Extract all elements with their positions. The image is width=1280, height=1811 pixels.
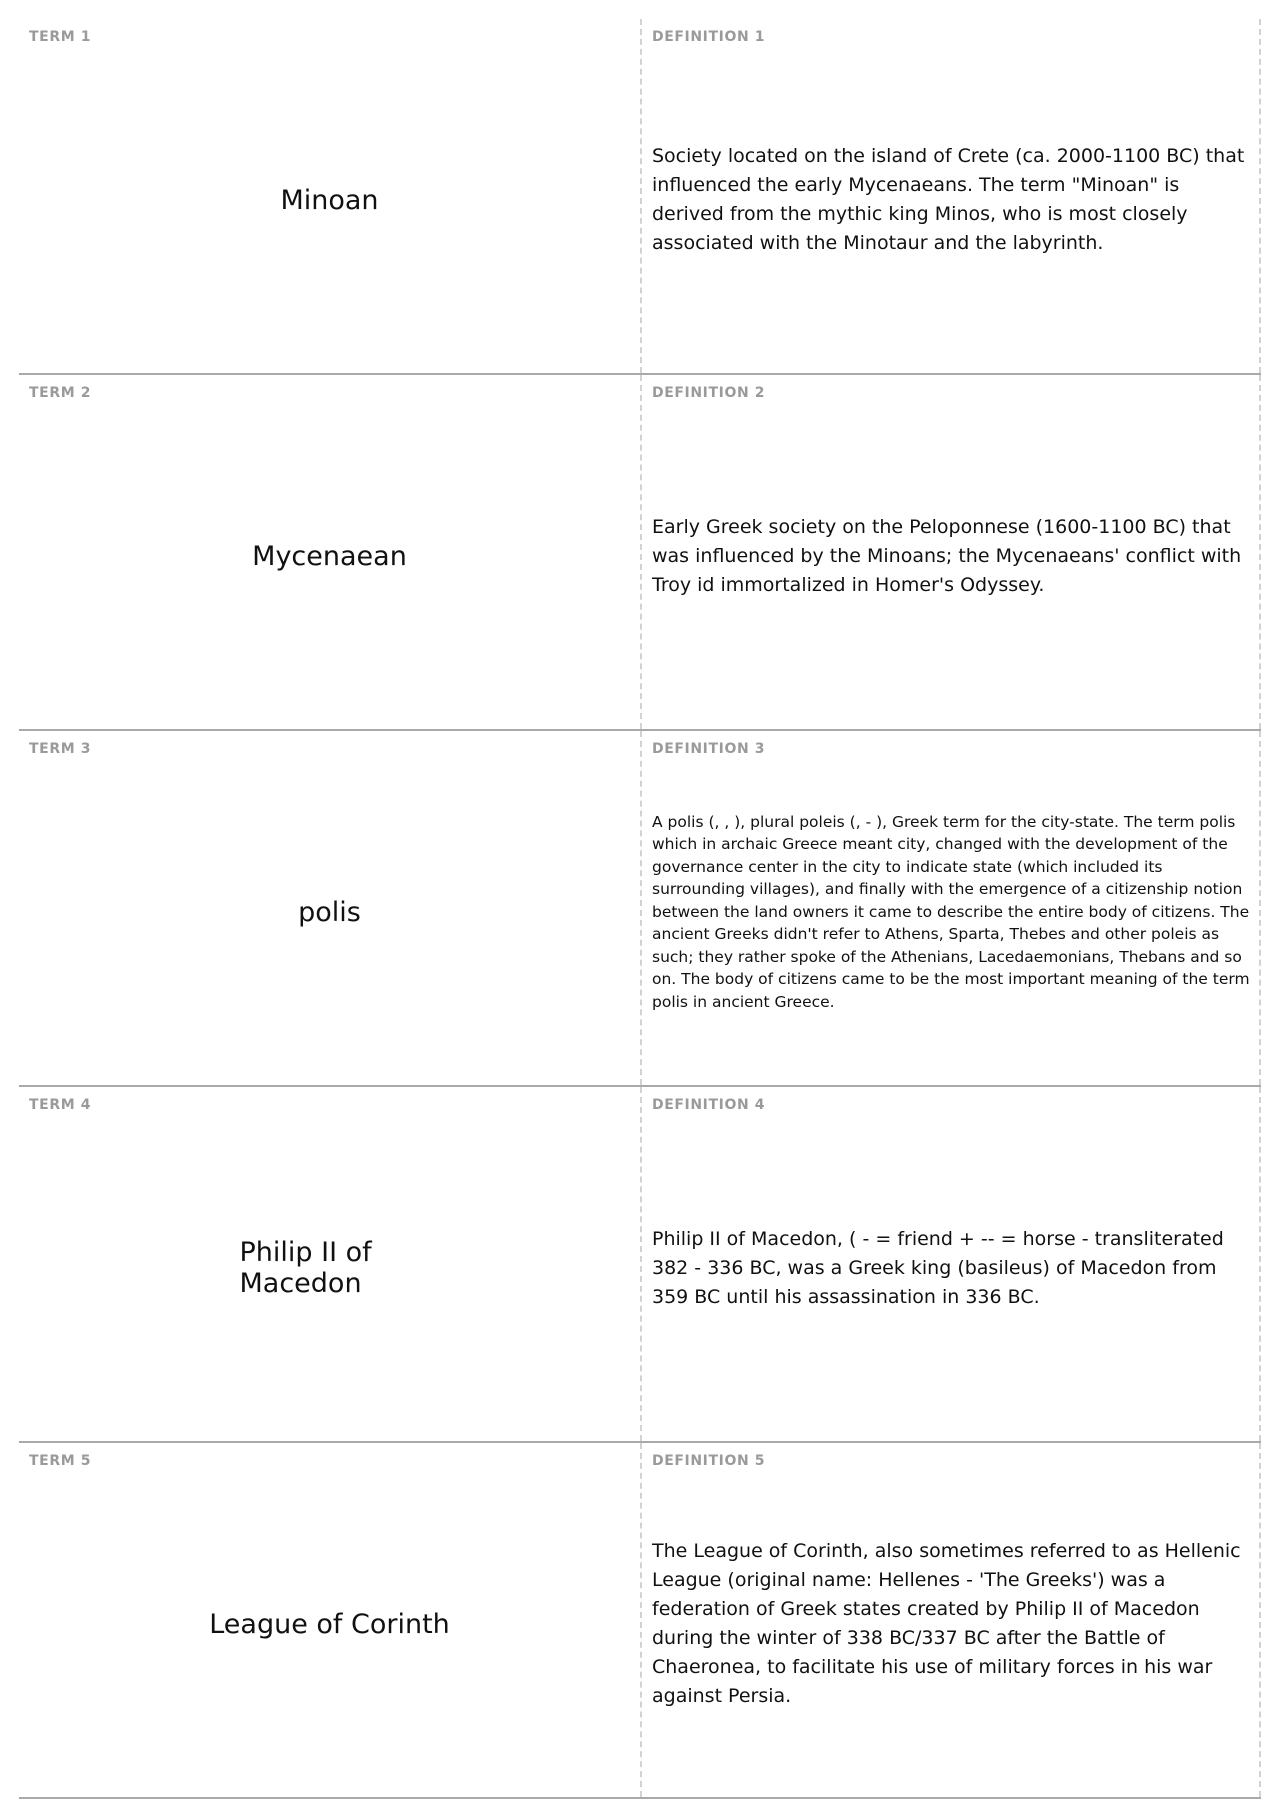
- definition-text: Early Greek society on the Peloponnese (1600-1100 BC) that was influenced by the Minoans; the Mycenaeans' conflict with Troy id immortalized in Homer's Odyssey.: [652, 515, 1242, 596]
- term-label: TERM 3: [29, 741, 92, 757]
- term-text-wrapper: [19, 375, 640, 729]
- term-label: TERM 1: [29, 29, 92, 45]
- flashcard-row-5: [19, 1443, 1261, 1799]
- definition-cell: [642, 1443, 1261, 1797]
- definition-text: The League of Corinth, also sometimes referred to as Hellenic League (original name: Hellenes - 'The Greeks') was a federation of Greek states created by Philip II of Macedon during the winter of 338 BC/337 BC after the Battle of Chaeronea, to facilitate his use of military forces in his war against Persia.: [652, 1540, 1241, 1707]
- definition-text: Society located on the island of Crete (ca. 2000-1100 BC) that influenced the early Mycenaeans. The term "Minoan" is derived from the mythic king Minos, who is most closely associated with the Minotaur and the labyrinth.: [652, 145, 1245, 254]
- term-label: TERM 2: [29, 385, 92, 401]
- definition-cell: [642, 19, 1261, 373]
- term-cell: [19, 19, 642, 373]
- flashcard-row-1: [19, 19, 1261, 375]
- definition-text: Philip II of Macedon, ( - = friend + -- = horse - transliterated 382 - 336 BC, was a Greek king (basileus) of Macedon from 359 BC until his assassination in 336 BC.: [652, 1227, 1224, 1308]
- term-text: Mycenaean: [252, 540, 407, 572]
- flashcard-row-3: [19, 731, 1261, 1087]
- definition-cell: [642, 1087, 1261, 1441]
- definition-label: DEFINITION 2: [652, 385, 766, 401]
- term-text-wrapper: [19, 1443, 640, 1797]
- flashcard-row-2: [19, 375, 1261, 731]
- term-text-wrapper: [19, 1087, 640, 1441]
- flashcard-row-4: [19, 1087, 1261, 1443]
- flashcard-sheet: [19, 19, 1261, 1800]
- term-cell: [19, 375, 642, 729]
- definition-label: DEFINITION 1: [652, 29, 766, 45]
- term-text-wrapper: [19, 731, 640, 1085]
- term-text: Philip II of Macedon: [239, 1237, 372, 1299]
- definition-text: A polis (, , ), plural poleis (, - ), Greek term for the city-state. The term polis which in archaic Greece meant city, changed with the development of the governance center in the city to indicate state (which included its surrounding villages), and finally with the emergence of a citizenship notion between the land owners it came to describe the entire body of citizens. The ancient Greeks didn't refer to Athens, Sparta, Thebes and other poleis as such; they rather spoke of the Athenians, Lacedaemonians, Thebans and so on. The body of citizens came to be the most important meaning of the term polis in ancient Greece.: [652, 812, 1250, 1011]
- definition-cell: [642, 731, 1261, 1085]
- definition-label: DEFINITION 4: [652, 1097, 766, 1113]
- term-text: Minoan: [280, 184, 379, 216]
- term-cell: [19, 1443, 642, 1797]
- term-text: polis: [298, 896, 361, 928]
- definition-label: DEFINITION 3: [652, 741, 766, 757]
- term-label: TERM 4: [29, 1097, 92, 1113]
- term-text-wrapper: [19, 19, 640, 373]
- term-text: League of Corinth: [209, 1608, 450, 1640]
- definition-cell: [642, 375, 1261, 729]
- term-cell: [19, 1087, 642, 1441]
- term-cell: [19, 731, 642, 1085]
- definition-label: DEFINITION 5: [652, 1453, 766, 1469]
- term-label: TERM 5: [29, 1453, 92, 1469]
